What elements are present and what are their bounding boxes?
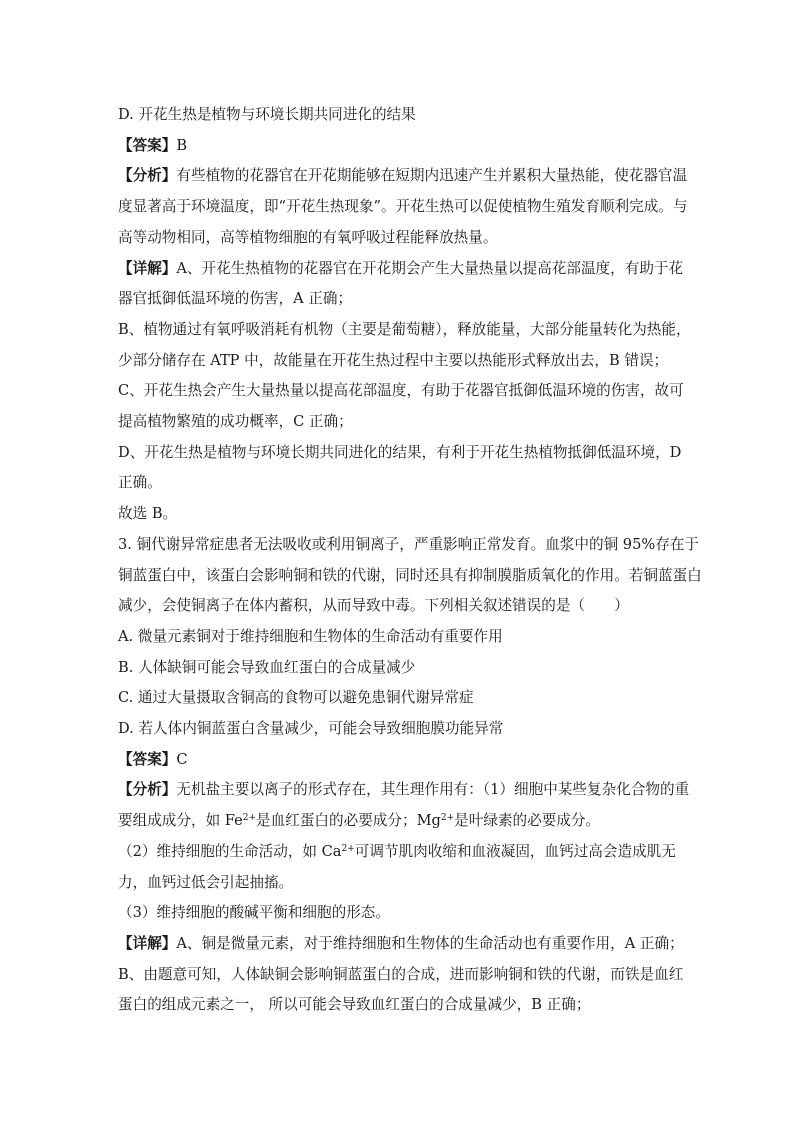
- ion-line-fe-mg: 要组成成分，如 $Fe^{2+}$是血红蛋白的必要成分；$Mg^{2+}$是叶绿素的必要成分。: [118, 812, 601, 830]
- text-line: 力，血钙过低会引起抽搐。: [118, 873, 294, 891]
- analysis-tag: 【分析】: [118, 781, 177, 799]
- explanation-line: 【详解】A、开花生热植物的花器官在开花期会产生大量热量以提高花部温度，有助于花: [118, 259, 684, 277]
- text-line: B、植物通过有氧呼吸消耗有机物（主要是葡萄糖），释放能量，大部分能量转化为热能，: [118, 320, 691, 338]
- analysis-tag: 【分析】: [118, 167, 177, 185]
- explanation-tag: 【详解】: [118, 934, 177, 952]
- analysis-line: 【分析】无机盐主要以离子的形式存在，其生理作用有：（1）细胞中某些复杂化合物的重: [118, 781, 690, 799]
- text-line: D、开花生热是植物与环境长期共同进化的结果，有利于开花生热植物抵御低温环境，D: [118, 443, 682, 461]
- analysis-line: 【分析】有些植物的花器官在开花期能够在短期内迅速产生并累积大量热能，使花器官温: [118, 167, 688, 185]
- text-line: 故选 B。: [118, 505, 178, 523]
- explanation-line: 【详解】A、铜是微量元素，对于维持细胞和生物体的生命活动也有重要作用，A 正确；: [118, 934, 684, 952]
- document-body: [118, 100, 702, 1021]
- text-line: 正确。: [118, 474, 162, 492]
- text-line: 铜蓝蛋白中，该蛋白会影响铜和铁的代谢，同时还具有抑制膜脂质氧化的作用。若铜蓝蛋白: [118, 566, 702, 584]
- option-d: D. 若人体内铜蓝蛋白含量减少，可能会导致细胞膜功能异常: [118, 720, 504, 738]
- answer-tag: 【答案】: [118, 136, 177, 154]
- answer-line: 【答案】C: [118, 750, 188, 768]
- question-3-stem: 3. 铜代谢异常症患者无法吸收或利用铜离子，严重影响正常发育。血浆中的铜 95%存在于: [118, 535, 700, 553]
- text-line: 度显著高于环境温度，即“开花生热现象”。开花生热可以促使植物生殖发育顺利完成。与: [118, 198, 688, 216]
- text-line: C、开花生热会产生大量热量以提高花部温度，有助于花器官抵御低温环境的伤害，故可: [118, 382, 684, 400]
- text-line: 器官抵御低温环境的伤害，A 正确；: [118, 290, 353, 308]
- text-line: 少部分储存在 ATP 中，故能量在开花生热过程中主要以热能形式释放出去，B 错误；: [118, 351, 669, 369]
- text-line: 提高植物繁殖的成功概率，C 正确；: [118, 413, 353, 431]
- text-line: （3）维持细胞的酸碱平衡和细胞的形态。: [118, 904, 390, 922]
- option-a: A. 微量元素铜对于维持细胞和生物体的生命活动有重要作用: [118, 627, 503, 645]
- text-line: 蛋白的组成元素之一， 所以可能会导致血红蛋白的合成量减少，B 正确；: [118, 996, 591, 1014]
- answer-line: 【答案】B: [118, 136, 188, 154]
- explanation-tag: 【详解】: [118, 259, 177, 277]
- ion-line-ca: （2）维持细胞的生命活动，如 $Ca^{2+}$可调节肌肉收缩和血液凝固，血钙过高会造成肌无: [118, 842, 676, 860]
- option-d-line: D. 开花生热是植物与环境长期共同进化的结果: [118, 106, 416, 123]
- option-c: C. 通过大量摄取含铜高的食物可以避免患铜代谢异常症: [118, 689, 474, 707]
- text-line: 减少，会使铜离子在体内蓄积，从而导致中毒。下列相关叙述错误的是（ ）: [118, 597, 629, 615]
- text-line: 高等动物相同，高等植物细胞的有氧呼吸过程能释放热量。: [118, 228, 498, 246]
- text-line: B、由题意可知，人体缺铜会影响铜蓝蛋白的合成，进而影响铜和铁的代谢，而铁是血红: [118, 965, 684, 983]
- option-b: B. 人体缺铜可能会导致血红蛋白的合成量减少: [118, 658, 416, 676]
- answer-tag: 【答案】: [118, 750, 177, 768]
